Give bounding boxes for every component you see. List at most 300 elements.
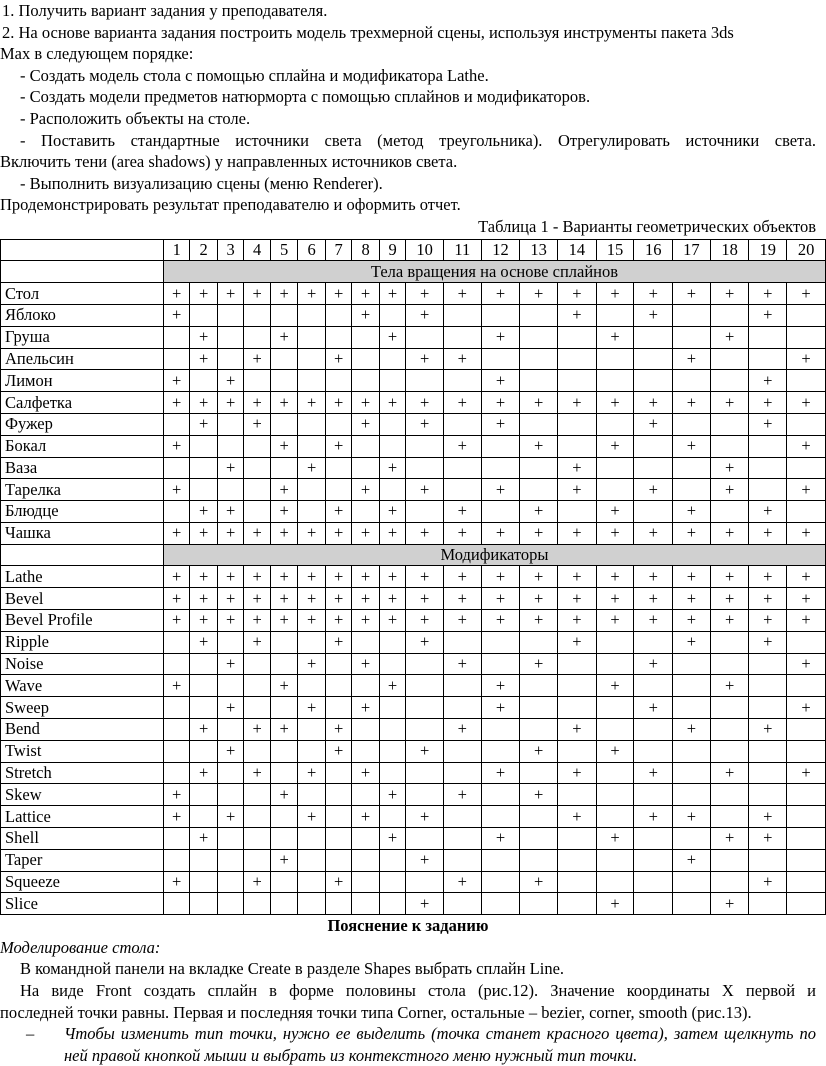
empty-cell xyxy=(298,740,326,762)
empty-cell xyxy=(217,631,243,653)
step-shadows: Включить тени (area shadows) у направленных источников света. xyxy=(0,152,458,172)
empty-cell xyxy=(352,457,380,479)
empty-cell xyxy=(710,435,749,457)
mark-plus-cell: + xyxy=(379,283,405,305)
empty-cell xyxy=(710,784,749,806)
explanation-bullet xyxy=(0,1023,816,1066)
empty-cell xyxy=(298,413,326,435)
mark-plus-cell: + xyxy=(673,522,711,544)
mark-plus-cell: + xyxy=(352,522,380,544)
table-row xyxy=(1,566,826,588)
mark-plus-cell: + xyxy=(520,283,558,305)
header-corner-cell xyxy=(1,239,164,261)
variant-number-cell: 14 xyxy=(558,239,597,261)
empty-cell xyxy=(596,348,634,370)
intro-line-2: 2. На основе варианта задания построить модель трехмерной сцены, используя инструменты пакета 3ds xyxy=(2,22,734,42)
empty-cell xyxy=(163,413,189,435)
empty-cell xyxy=(163,457,189,479)
empty-cell xyxy=(379,631,405,653)
step-report: Продемонстрировать результат преподавателю и оформить отчет. xyxy=(0,195,461,215)
empty-cell xyxy=(325,675,351,697)
empty-cell xyxy=(190,893,218,915)
empty-cell xyxy=(481,348,520,370)
mark-plus-cell: + xyxy=(558,806,597,828)
mark-plus-cell: + xyxy=(634,522,673,544)
empty-cell xyxy=(217,719,243,741)
empty-cell xyxy=(379,893,405,915)
empty-cell xyxy=(710,413,749,435)
empty-cell xyxy=(298,304,326,326)
empty-cell xyxy=(787,304,826,326)
mark-plus-cell: + xyxy=(673,806,711,828)
empty-cell xyxy=(190,457,218,479)
empty-cell xyxy=(325,457,351,479)
section-blank-cell xyxy=(1,261,164,283)
mark-plus-cell: + xyxy=(558,479,597,501)
empty-cell xyxy=(325,413,351,435)
mark-plus-cell: + xyxy=(520,435,558,457)
mark-plus-cell: + xyxy=(596,392,634,414)
empty-cell xyxy=(379,348,405,370)
empty-cell xyxy=(787,631,826,653)
empty-cell xyxy=(270,697,298,719)
empty-cell xyxy=(217,871,243,893)
mark-plus-cell: + xyxy=(634,653,673,675)
mark-plus-cell: + xyxy=(634,588,673,610)
object-name-cell: Стол xyxy=(1,283,164,305)
mark-plus-cell: + xyxy=(710,392,749,414)
mark-plus-cell: + xyxy=(298,522,326,544)
empty-cell xyxy=(596,631,634,653)
empty-cell xyxy=(443,740,481,762)
mark-plus-cell: + xyxy=(749,283,787,305)
empty-cell xyxy=(787,675,826,697)
empty-cell xyxy=(558,675,597,697)
mark-plus-cell: + xyxy=(190,588,218,610)
empty-cell xyxy=(520,762,558,784)
object-name-cell: Noise xyxy=(1,653,164,675)
object-name-cell: Чашка xyxy=(1,522,164,544)
explanation-paragraph-2-line-1: На виде Front создать сплайн в форме половины стола (рис.12). Значение координаты X первой и xyxy=(20,981,816,1001)
variant-number-cell: 8 xyxy=(352,239,380,261)
empty-cell xyxy=(352,871,380,893)
empty-cell xyxy=(298,871,326,893)
empty-cell xyxy=(749,435,787,457)
empty-cell xyxy=(481,784,520,806)
mark-plus-cell: + xyxy=(406,304,444,326)
mark-plus-cell: + xyxy=(710,457,749,479)
mark-plus-cell: + xyxy=(270,675,298,697)
empty-cell xyxy=(596,806,634,828)
mark-plus-cell: + xyxy=(163,784,189,806)
empty-cell xyxy=(163,719,189,741)
empty-cell xyxy=(558,849,597,871)
mark-plus-cell: + xyxy=(673,849,711,871)
mark-plus-cell: + xyxy=(673,566,711,588)
object-name-cell: Апельсин xyxy=(1,348,164,370)
empty-cell xyxy=(190,675,218,697)
mark-plus-cell: + xyxy=(217,501,243,523)
empty-cell xyxy=(673,675,711,697)
table-caption: Таблица 1 - Варианты геометрических объектов xyxy=(478,216,816,236)
object-name-cell: Салфетка xyxy=(1,392,164,414)
empty-cell xyxy=(217,762,243,784)
object-name-cell: Skew xyxy=(1,784,164,806)
empty-cell xyxy=(596,304,634,326)
mark-plus-cell: + xyxy=(749,828,787,850)
empty-cell xyxy=(406,871,444,893)
empty-cell xyxy=(217,893,243,915)
mark-plus-cell: + xyxy=(673,348,711,370)
empty-cell xyxy=(325,806,351,828)
empty-cell xyxy=(596,784,634,806)
mark-plus-cell: + xyxy=(325,522,351,544)
empty-cell xyxy=(244,675,270,697)
mark-plus-cell: + xyxy=(481,370,520,392)
empty-cell xyxy=(406,457,444,479)
mark-plus-cell: + xyxy=(673,501,711,523)
empty-cell xyxy=(481,893,520,915)
empty-cell xyxy=(481,849,520,871)
mark-plus-cell: + xyxy=(481,413,520,435)
empty-cell xyxy=(634,719,673,741)
empty-cell xyxy=(443,457,481,479)
empty-cell xyxy=(163,849,189,871)
empty-cell xyxy=(352,849,380,871)
empty-cell xyxy=(749,784,787,806)
mark-plus-cell: + xyxy=(298,457,326,479)
section-title: Тела вращения на основе сплайнов xyxy=(163,261,825,283)
empty-cell xyxy=(298,719,326,741)
mark-plus-cell: + xyxy=(634,392,673,414)
empty-cell xyxy=(673,871,711,893)
mark-plus-cell: + xyxy=(406,566,444,588)
mark-plus-cell: + xyxy=(787,762,826,784)
variant-number-cell: 11 xyxy=(443,239,481,261)
mark-plus-cell: + xyxy=(596,610,634,632)
mark-plus-cell: + xyxy=(710,610,749,632)
empty-cell xyxy=(244,806,270,828)
empty-cell xyxy=(352,435,380,457)
mark-plus-cell: + xyxy=(787,479,826,501)
empty-cell xyxy=(298,479,326,501)
mark-plus-cell: + xyxy=(634,566,673,588)
empty-cell xyxy=(481,501,520,523)
empty-cell xyxy=(270,653,298,675)
mark-plus-cell: + xyxy=(270,566,298,588)
empty-cell xyxy=(443,893,481,915)
empty-cell xyxy=(787,893,826,915)
empty-cell xyxy=(596,849,634,871)
empty-cell xyxy=(190,849,218,871)
mark-plus-cell: + xyxy=(443,719,481,741)
empty-cell xyxy=(443,631,481,653)
object-name-cell: Фужер xyxy=(1,413,164,435)
empty-cell xyxy=(749,326,787,348)
empty-cell xyxy=(634,370,673,392)
empty-cell xyxy=(634,740,673,762)
empty-cell xyxy=(298,893,326,915)
variant-number-cell: 13 xyxy=(520,239,558,261)
mark-plus-cell: + xyxy=(352,392,380,414)
empty-cell xyxy=(244,784,270,806)
empty-cell xyxy=(673,740,711,762)
mark-plus-cell: + xyxy=(298,653,326,675)
mark-plus-cell: + xyxy=(190,348,218,370)
mark-plus-cell: + xyxy=(352,806,380,828)
mark-plus-cell: + xyxy=(443,871,481,893)
empty-cell xyxy=(673,762,711,784)
empty-cell xyxy=(379,435,405,457)
empty-cell xyxy=(190,653,218,675)
empty-cell xyxy=(634,893,673,915)
mark-plus-cell: + xyxy=(325,348,351,370)
empty-cell xyxy=(352,501,380,523)
mark-plus-cell: + xyxy=(244,762,270,784)
mark-plus-cell: + xyxy=(749,392,787,414)
empty-cell xyxy=(325,479,351,501)
empty-cell xyxy=(520,719,558,741)
empty-cell xyxy=(596,370,634,392)
empty-cell xyxy=(270,413,298,435)
table-row xyxy=(1,675,826,697)
mark-plus-cell: + xyxy=(406,610,444,632)
mark-plus-cell: + xyxy=(325,588,351,610)
mark-plus-cell: + xyxy=(596,588,634,610)
mark-plus-cell: + xyxy=(443,348,481,370)
object-name-cell: Taper xyxy=(1,849,164,871)
mark-plus-cell: + xyxy=(244,413,270,435)
mark-plus-cell: + xyxy=(270,283,298,305)
intro-line-3: Max в следующем порядке: xyxy=(0,44,194,64)
mark-plus-cell: + xyxy=(217,653,243,675)
empty-cell xyxy=(520,326,558,348)
mark-plus-cell: + xyxy=(352,588,380,610)
mark-plus-cell: + xyxy=(163,304,189,326)
mark-plus-cell: + xyxy=(298,806,326,828)
mark-plus-cell: + xyxy=(190,828,218,850)
empty-cell xyxy=(190,479,218,501)
mark-plus-cell: + xyxy=(634,413,673,435)
mark-plus-cell: + xyxy=(217,697,243,719)
empty-cell xyxy=(787,457,826,479)
mark-plus-cell: + xyxy=(163,610,189,632)
table-row xyxy=(1,588,826,610)
empty-cell xyxy=(352,631,380,653)
mark-plus-cell: + xyxy=(379,588,405,610)
empty-cell xyxy=(558,435,597,457)
mark-plus-cell: + xyxy=(710,522,749,544)
empty-cell xyxy=(673,653,711,675)
mark-plus-cell: + xyxy=(190,413,218,435)
mark-plus-cell: + xyxy=(520,610,558,632)
table-row xyxy=(1,522,826,544)
empty-cell xyxy=(406,370,444,392)
mark-plus-cell: + xyxy=(673,392,711,414)
empty-cell xyxy=(710,631,749,653)
table-row xyxy=(1,653,826,675)
empty-cell xyxy=(787,370,826,392)
empty-cell xyxy=(520,675,558,697)
empty-cell xyxy=(558,784,597,806)
object-name-cell: Twist xyxy=(1,740,164,762)
mark-plus-cell: + xyxy=(558,588,597,610)
empty-cell xyxy=(673,893,711,915)
mark-plus-cell: + xyxy=(749,566,787,588)
mark-plus-cell: + xyxy=(270,849,298,871)
empty-cell xyxy=(443,675,481,697)
empty-cell xyxy=(325,784,351,806)
empty-cell xyxy=(352,893,380,915)
mark-plus-cell: + xyxy=(298,697,326,719)
mark-plus-cell: + xyxy=(217,610,243,632)
empty-cell xyxy=(406,828,444,850)
table-header-row xyxy=(1,239,826,261)
mark-plus-cell: + xyxy=(406,283,444,305)
empty-cell xyxy=(163,697,189,719)
empty-cell xyxy=(749,740,787,762)
empty-cell xyxy=(520,348,558,370)
empty-cell xyxy=(406,762,444,784)
mark-plus-cell: + xyxy=(787,283,826,305)
mark-plus-cell: + xyxy=(481,283,520,305)
mark-plus-cell: + xyxy=(406,479,444,501)
table-row xyxy=(1,871,826,893)
mark-plus-cell: + xyxy=(481,522,520,544)
mark-plus-cell: + xyxy=(596,675,634,697)
mark-plus-cell: + xyxy=(163,871,189,893)
variants-table xyxy=(0,239,826,916)
mark-plus-cell: + xyxy=(787,435,826,457)
table-row xyxy=(1,413,826,435)
mark-plus-cell: + xyxy=(379,457,405,479)
mark-plus-cell: + xyxy=(481,479,520,501)
mark-plus-cell: + xyxy=(710,588,749,610)
object-name-cell: Shell xyxy=(1,828,164,850)
empty-cell xyxy=(379,697,405,719)
variant-number-cell: 17 xyxy=(673,239,711,261)
table-row xyxy=(1,392,826,414)
mark-plus-cell: + xyxy=(673,719,711,741)
empty-cell xyxy=(406,501,444,523)
empty-cell xyxy=(787,784,826,806)
variant-number-cell: 6 xyxy=(298,239,326,261)
mark-plus-cell: + xyxy=(217,522,243,544)
empty-cell xyxy=(379,740,405,762)
empty-cell xyxy=(298,675,326,697)
empty-cell xyxy=(325,849,351,871)
empty-cell xyxy=(443,370,481,392)
empty-cell xyxy=(325,326,351,348)
table-row xyxy=(1,370,826,392)
empty-cell xyxy=(443,479,481,501)
table-row xyxy=(1,304,826,326)
empty-cell xyxy=(244,828,270,850)
mark-plus-cell: + xyxy=(406,893,444,915)
empty-cell xyxy=(749,849,787,871)
empty-cell xyxy=(596,413,634,435)
mark-plus-cell: + xyxy=(270,784,298,806)
object-name-cell: Stretch xyxy=(1,762,164,784)
mark-plus-cell: + xyxy=(634,304,673,326)
mark-plus-cell: + xyxy=(379,610,405,632)
empty-cell xyxy=(520,697,558,719)
empty-cell xyxy=(352,828,380,850)
empty-cell xyxy=(352,719,380,741)
empty-cell xyxy=(217,828,243,850)
mark-plus-cell: + xyxy=(352,762,380,784)
mark-plus-cell: + xyxy=(749,610,787,632)
empty-cell xyxy=(710,653,749,675)
mark-plus-cell: + xyxy=(325,719,351,741)
mark-plus-cell: + xyxy=(558,392,597,414)
empty-cell xyxy=(298,631,326,653)
table-row xyxy=(1,893,826,915)
empty-cell xyxy=(244,501,270,523)
empty-cell xyxy=(163,501,189,523)
mark-plus-cell: + xyxy=(352,610,380,632)
object-name-cell: Блюдце xyxy=(1,501,164,523)
empty-cell xyxy=(163,762,189,784)
empty-cell xyxy=(558,370,597,392)
empty-cell xyxy=(710,719,749,741)
empty-cell xyxy=(443,806,481,828)
mark-plus-cell: + xyxy=(787,566,826,588)
empty-cell xyxy=(379,370,405,392)
empty-cell xyxy=(379,304,405,326)
variant-number-cell: 12 xyxy=(481,239,520,261)
empty-cell xyxy=(217,479,243,501)
empty-cell xyxy=(787,740,826,762)
empty-cell xyxy=(634,631,673,653)
mark-plus-cell: + xyxy=(352,566,380,588)
empty-cell xyxy=(787,719,826,741)
object-name-cell: Wave xyxy=(1,675,164,697)
empty-cell xyxy=(325,828,351,850)
mark-plus-cell: + xyxy=(787,588,826,610)
mark-plus-cell: + xyxy=(673,283,711,305)
empty-cell xyxy=(787,413,826,435)
mark-plus-cell: + xyxy=(673,631,711,653)
mark-plus-cell: + xyxy=(352,304,380,326)
empty-cell xyxy=(270,370,298,392)
mark-plus-cell: + xyxy=(379,501,405,523)
mark-plus-cell: + xyxy=(634,283,673,305)
empty-cell xyxy=(481,457,520,479)
mark-plus-cell: + xyxy=(710,479,749,501)
empty-cell xyxy=(634,784,673,806)
variant-number-cell: 10 xyxy=(406,239,444,261)
mark-plus-cell: + xyxy=(558,762,597,784)
empty-cell xyxy=(558,348,597,370)
empty-cell xyxy=(520,413,558,435)
mark-plus-cell: + xyxy=(325,501,351,523)
empty-cell xyxy=(558,326,597,348)
mark-plus-cell: + xyxy=(352,413,380,435)
object-name-cell: Тарелка xyxy=(1,479,164,501)
empty-cell xyxy=(787,871,826,893)
empty-cell xyxy=(710,849,749,871)
section-title: Модификаторы xyxy=(163,544,825,566)
mark-plus-cell: + xyxy=(270,479,298,501)
mark-plus-cell: + xyxy=(217,806,243,828)
mark-plus-cell: + xyxy=(163,522,189,544)
empty-cell xyxy=(710,370,749,392)
mark-plus-cell: + xyxy=(596,326,634,348)
empty-cell xyxy=(749,675,787,697)
empty-cell xyxy=(558,501,597,523)
empty-cell xyxy=(596,697,634,719)
